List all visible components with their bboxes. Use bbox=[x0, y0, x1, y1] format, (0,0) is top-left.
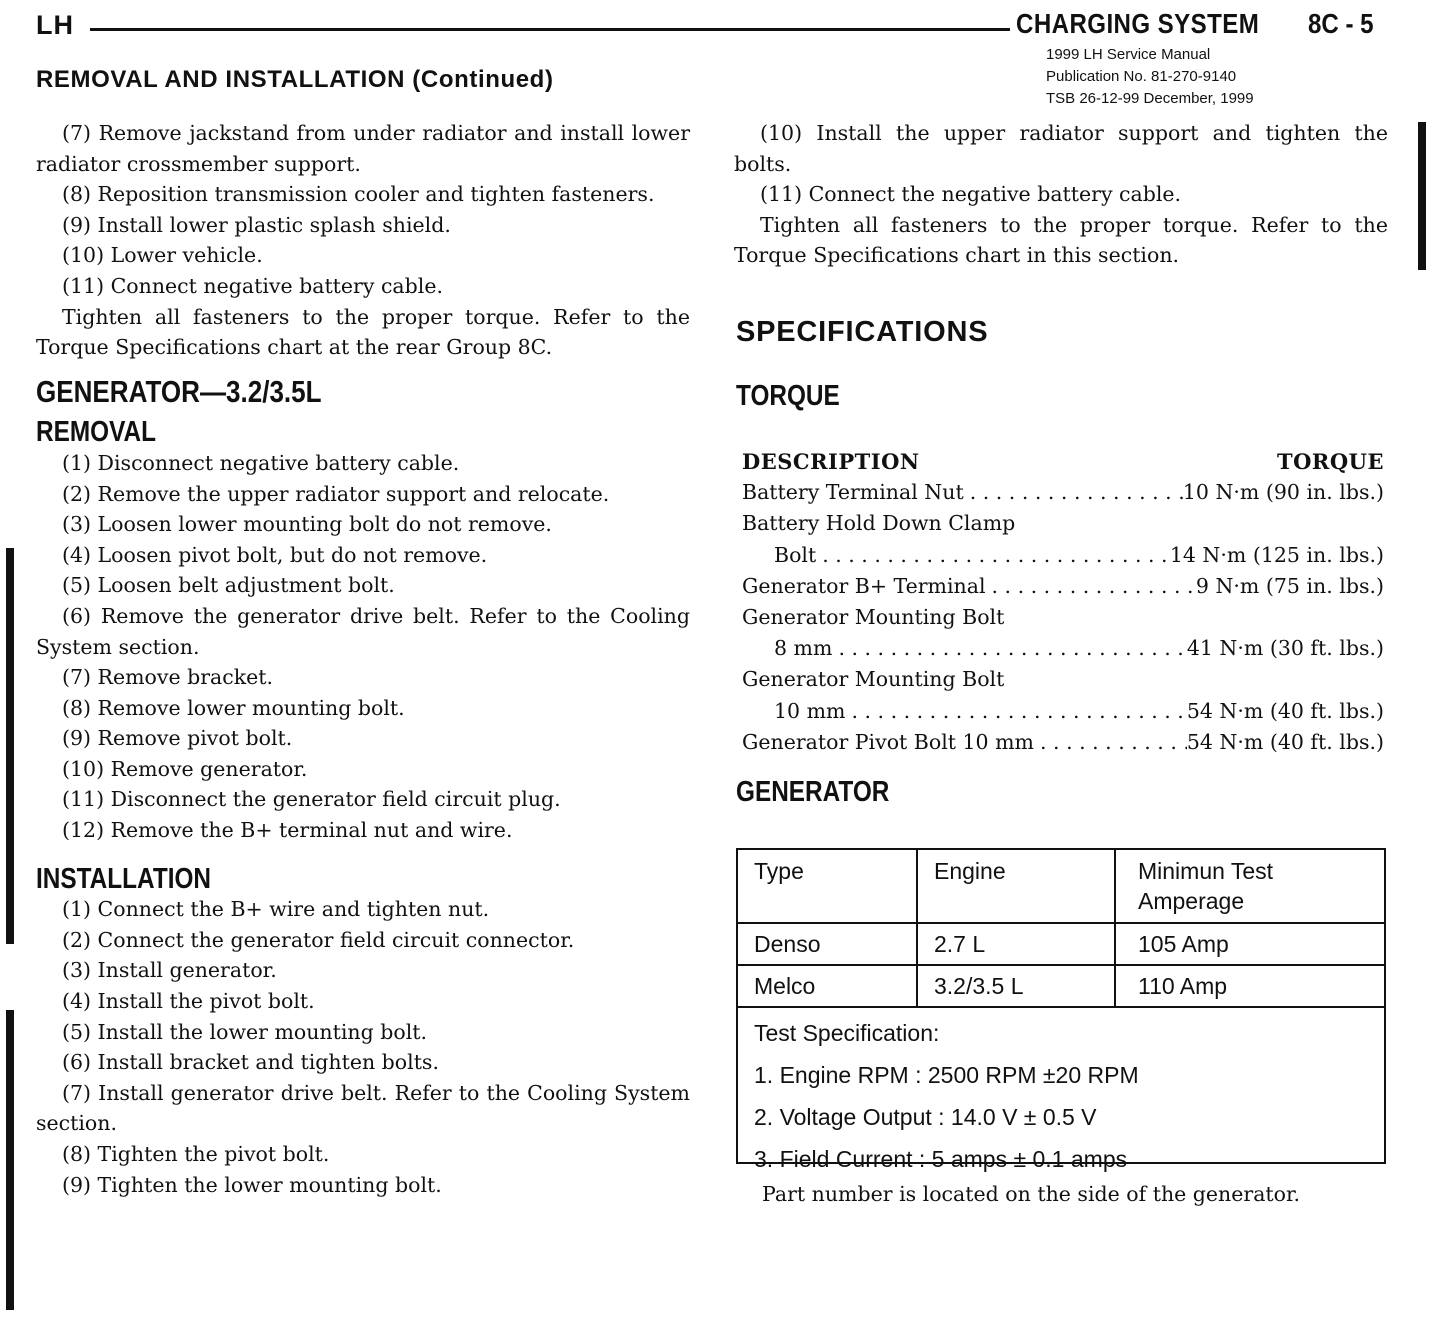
part-number-note: Part number is located on the side of the generator. bbox=[762, 1182, 1301, 1206]
paragraph: (8) Reposition transmission cooler and tighten fasteners. bbox=[62, 182, 655, 207]
torque-row bbox=[742, 727, 1384, 758]
list-item: (3) Install generator. bbox=[62, 958, 277, 983]
specifications-heading: SPECIFICATIONS bbox=[736, 316, 989, 348]
torque-heading: TORQUE bbox=[736, 380, 840, 412]
list-item: (3) Loosen lower mounting bolt do not remove. bbox=[62, 512, 552, 537]
torque-row bbox=[742, 571, 1384, 602]
list-item: (10) Remove generator. bbox=[62, 756, 308, 781]
torque-description: Battery Terminal Nut bbox=[742, 480, 964, 505]
test-specification bbox=[738, 1008, 1384, 1184]
dot-leader bbox=[986, 571, 1196, 602]
left-column bbox=[36, 118, 690, 1200]
torque-value: 54 N·m (40 ft. lbs.) bbox=[1186, 698, 1384, 723]
paragraph: (11) Connect the negative battery cable. bbox=[760, 182, 1182, 207]
right-column bbox=[734, 118, 1388, 271]
section-title: CHARGING SYSTEM bbox=[1016, 8, 1260, 39]
torque-table-header bbox=[742, 446, 1384, 477]
list-item: (7) Install generator drive belt. Refer to the Cooling System section. bbox=[36, 1080, 690, 1136]
dot-leader bbox=[816, 540, 1170, 571]
table-cell: Denso bbox=[738, 924, 918, 964]
table-row bbox=[738, 966, 1384, 1008]
paragraph: (10) Install the upper radiator support and tighten the bolts. bbox=[734, 121, 1388, 176]
paragraph: (9) Install lower plastic splash shield. bbox=[62, 212, 451, 237]
pub-line: Publication No. 81-270-9140 bbox=[1046, 68, 1237, 85]
list-item: (8) Remove lower mounting bolt. bbox=[62, 695, 405, 720]
table-cell: 110 Amp bbox=[1138, 973, 1228, 999]
generator-spec-heading: GENERATOR bbox=[736, 776, 890, 808]
list-item: (7) Remove bracket. bbox=[62, 665, 274, 690]
page-number: 8C - 5 bbox=[1308, 8, 1374, 39]
list-item: (12) Remove the B+ terminal nut and wire. bbox=[62, 818, 513, 843]
column-header: Type bbox=[738, 850, 918, 922]
list-item: (4) Install the pivot bolt. bbox=[62, 989, 315, 1014]
removal-heading: REMOVAL bbox=[36, 416, 157, 449]
continued-heading: REMOVAL AND INSTALLATION (Continued) bbox=[36, 66, 554, 93]
list-item: (4) Loosen pivot bolt, but do not remove. bbox=[62, 542, 488, 567]
list-item: (1) Disconnect negative battery cable. bbox=[62, 450, 460, 475]
column-header-torque: TORQUE bbox=[1277, 449, 1384, 474]
list-item: (1) Connect the B+ wire and tighten nut. bbox=[62, 897, 490, 922]
test-spec-line: 1. Engine RPM : 2500 RPM ±20 RPM bbox=[754, 1062, 1139, 1088]
table-cell: 3.2/3.5 L bbox=[918, 966, 1116, 1006]
list-item: (2) Remove the upper radiator support and relocate. bbox=[62, 481, 610, 506]
list-item: (5) Install the lower mounting bolt. bbox=[62, 1019, 428, 1044]
list-item: (2) Connect the generator field circuit connector. bbox=[62, 927, 575, 952]
table-header-row bbox=[738, 850, 1384, 924]
change-bar bbox=[1418, 122, 1426, 270]
dot-leader bbox=[1034, 727, 1187, 758]
torque-table bbox=[742, 446, 1384, 758]
table-cell: 105 Amp bbox=[1138, 931, 1229, 957]
torque-description-cont: 10 mm bbox=[774, 698, 846, 723]
column-header: Engine bbox=[918, 850, 1116, 922]
torque-description: Generator B+ Terminal bbox=[742, 573, 986, 598]
test-spec-line: 2. Voltage Output : 14.0 V ± 0.5 V bbox=[754, 1104, 1097, 1130]
paragraph: Tighten all fasteners to the proper torque. Refer to the Torque Specifications chart in this section. bbox=[734, 212, 1388, 268]
generator-table bbox=[736, 848, 1386, 1172]
list-item: (9) Remove pivot bolt. bbox=[62, 726, 293, 751]
table-row bbox=[738, 924, 1384, 966]
column-header-description: DESCRIPTION bbox=[742, 449, 920, 474]
table-cell: 2.7 L bbox=[918, 924, 1116, 964]
torque-value: 10 N·m (90 in. lbs.) bbox=[1182, 480, 1384, 505]
dot-leader bbox=[832, 633, 1186, 664]
test-spec-title: Test Specification: bbox=[754, 1020, 940, 1046]
list-item: (11) Disconnect the generator field circuit plug. bbox=[62, 787, 561, 812]
torque-value: 9 N·m (75 in. lbs.) bbox=[1195, 573, 1384, 598]
paragraph: (7) Remove jackstand from under radiator and install lower radiator crossmember support. bbox=[36, 121, 690, 176]
torque-description-cont: Bolt bbox=[774, 542, 817, 567]
torque-row bbox=[742, 602, 1384, 664]
installation-steps bbox=[36, 894, 690, 1200]
publication-info bbox=[1046, 44, 1254, 110]
list-item: (5) Loosen belt adjustment bolt. bbox=[62, 573, 395, 598]
paragraph: Tighten all fasteners to the proper torque. Refer to the Torque Specifications chart at the rear Group 8C. bbox=[36, 304, 690, 360]
pub-line: TSB 26-12-99 December, 1999 bbox=[1046, 90, 1254, 107]
list-item: (9) Tighten the lower mounting bolt. bbox=[62, 1172, 442, 1197]
header-left-label: LH bbox=[36, 10, 74, 40]
dot-leader bbox=[964, 477, 1183, 508]
torque-description-cont: 8 mm bbox=[774, 636, 833, 661]
removal-steps bbox=[36, 448, 690, 846]
torque-row bbox=[742, 664, 1384, 726]
paragraph: (10) Lower vehicle. bbox=[62, 243, 263, 268]
change-bar bbox=[6, 1010, 14, 1310]
torque-description: Generator Mounting Bolt bbox=[742, 667, 1005, 692]
installation-heading: INSTALLATION bbox=[36, 862, 212, 895]
torque-description: Generator Pivot Bolt 10 mm bbox=[742, 729, 1034, 754]
paragraph: (11) Connect negative battery cable. bbox=[62, 273, 443, 298]
table-cell: Melco bbox=[738, 966, 918, 1006]
list-item: (6) Install bracket and tighten bolts. bbox=[62, 1050, 439, 1075]
header-rule bbox=[90, 28, 1010, 31]
torque-row bbox=[742, 508, 1384, 570]
dot-leader bbox=[845, 696, 1186, 727]
torque-row bbox=[742, 477, 1384, 508]
torque-value: 41 N·m (30 ft. lbs.) bbox=[1186, 636, 1384, 661]
generator-heading: GENERATOR—3.2/3.5L bbox=[36, 373, 322, 409]
torque-value: 14 N·m (125 in. lbs.) bbox=[1169, 542, 1384, 567]
torque-description: Generator Mounting Bolt bbox=[742, 605, 1005, 630]
column-header: Minimun Test Amperage bbox=[1138, 858, 1274, 914]
torque-value: 54 N·m (40 ft. lbs.) bbox=[1186, 729, 1384, 754]
test-spec-line: 3. Field Current : 5 amps ± 0.1 amps bbox=[754, 1146, 1128, 1172]
pub-line: 1999 LH Service Manual bbox=[1046, 46, 1211, 63]
list-item: (6) Remove the generator drive belt. Refer to the Cooling System section. bbox=[36, 603, 690, 659]
list-item: (8) Tighten the pivot bolt. bbox=[62, 1142, 330, 1166]
torque-description: Battery Hold Down Clamp bbox=[742, 511, 1016, 536]
change-bar bbox=[6, 548, 14, 944]
